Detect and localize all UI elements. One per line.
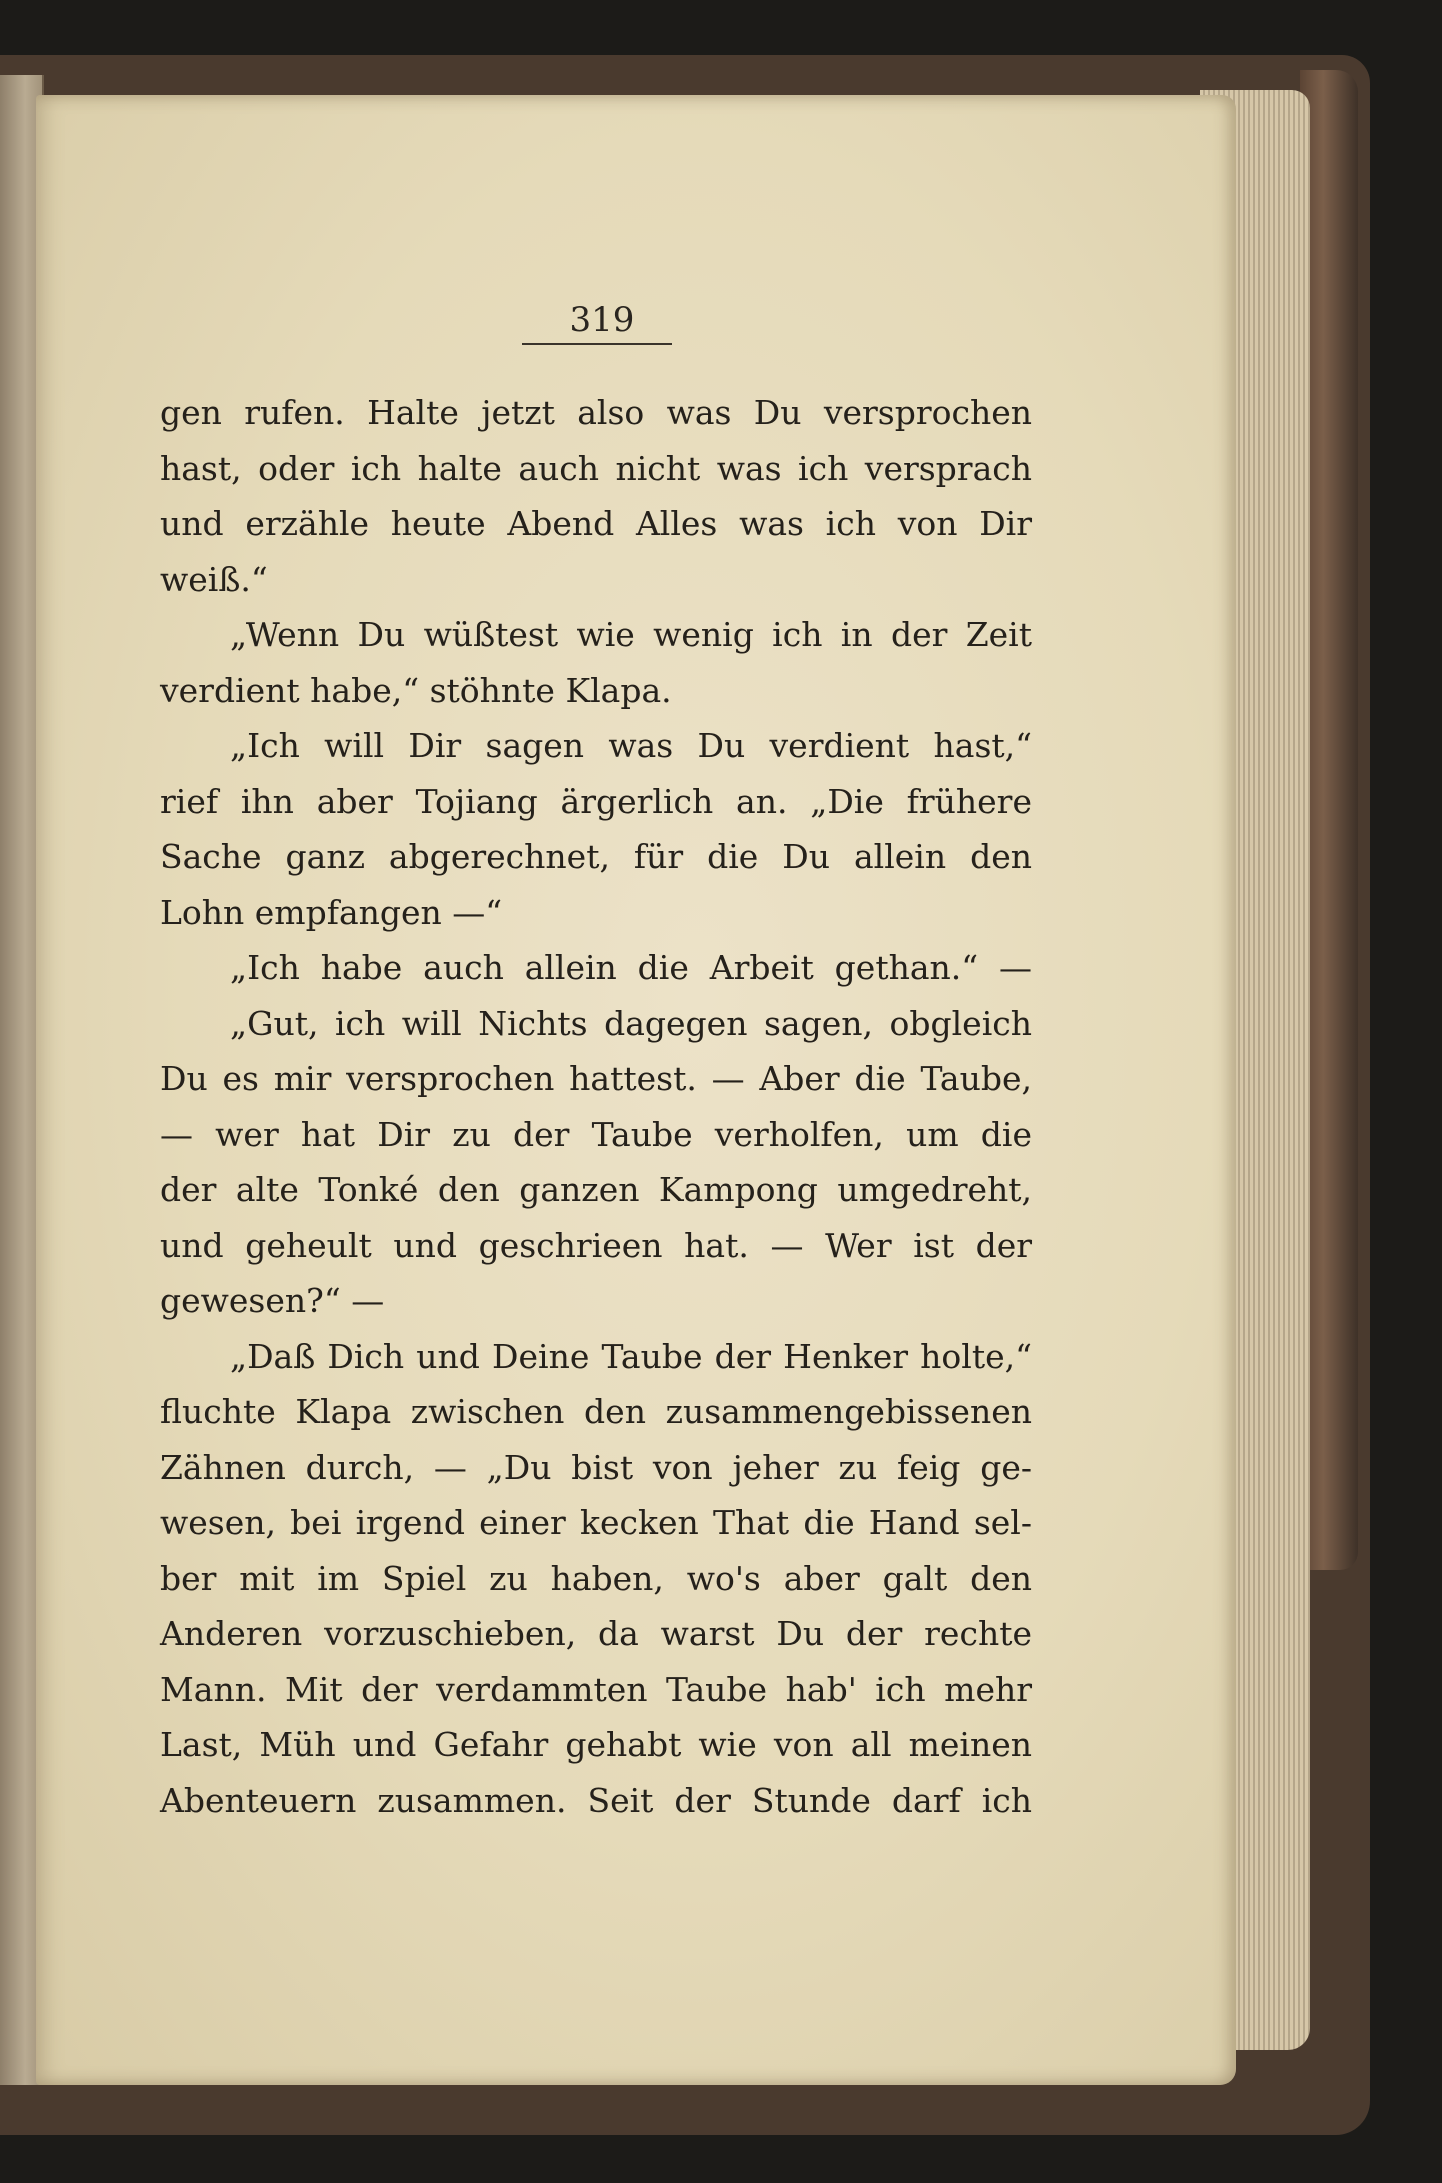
text-line: Sache ganz abgerechnet, für die Du allein den	[160, 837, 1032, 876]
text-line: verdient habe,“ stöhnte Klapa.	[160, 670, 672, 710]
text-line: Mann. Mit der verdammten Taube hab' ich mehr	[160, 1669, 1032, 1709]
text-line: „Wenn Du wüßtest wie wenig ich in der Zeit	[230, 615, 1032, 654]
text-line: Zähnen durch, — „Du bist von jeher zu feig ge-	[160, 1447, 1032, 1487]
text-line: — wer hat Dir zu der Taube verholfen, um die	[160, 1114, 1032, 1154]
page-number-rule	[522, 343, 672, 345]
text-line: und erzähle heute Abend Alles was ich von Dir	[160, 504, 1032, 543]
text-line: weiß.“	[160, 559, 268, 599]
text-line: „Ich habe auch allein die Arbeit gethan.“ —	[230, 948, 1032, 987]
text-line: fluchte Klapa zwischen den zusammengebissenen	[160, 1392, 1032, 1431]
text-line: gen rufen. Halte jetzt also was Du versprochen	[160, 393, 1032, 432]
text-line: Abenteuern zusammen. Seit der Stunde darf ich	[160, 1780, 1032, 1820]
text-line: „Gut, ich will Nichts dagegen sagen, obgleich	[230, 1003, 1032, 1043]
page-number: 319	[569, 300, 635, 340]
text-line: hast, oder ich halte auch nicht was ich versprach	[160, 448, 1032, 488]
text-line: „Ich will Dir sagen was Du verdient hast,“	[230, 726, 1032, 765]
body-text	[160, 385, 1032, 1828]
text-line: und geheult und geschrieen hat. — Wer ist der	[160, 1225, 1032, 1265]
text-line: rief ihn aber Tojiang ärgerlich an. „Die frühere	[160, 781, 1032, 821]
text-line: Lohn empfangen —“	[160, 892, 503, 932]
text-line: Anderen vorzuschieben, da warst Du der rechte	[160, 1614, 1032, 1653]
text-line: wesen, bei irgend einer kecken That die Hand sel-	[160, 1503, 1032, 1542]
text-line: gewesen?“ —	[160, 1281, 385, 1320]
text-line: ber mit im Spiel zu haben, wo's aber galt den	[160, 1558, 1032, 1598]
text-line: der alte Tonké den ganzen Kampong umgedreht,	[160, 1170, 1032, 1209]
text-line: Du es mir versprochen hattest. — Aber die Taube,	[160, 1059, 1032, 1098]
text-line: Last, Müh und Gefahr gehabt wie von all meinen	[160, 1725, 1032, 1764]
text-line: „Daß Dich und Deine Taube der Henker holte,“	[230, 1336, 1032, 1376]
